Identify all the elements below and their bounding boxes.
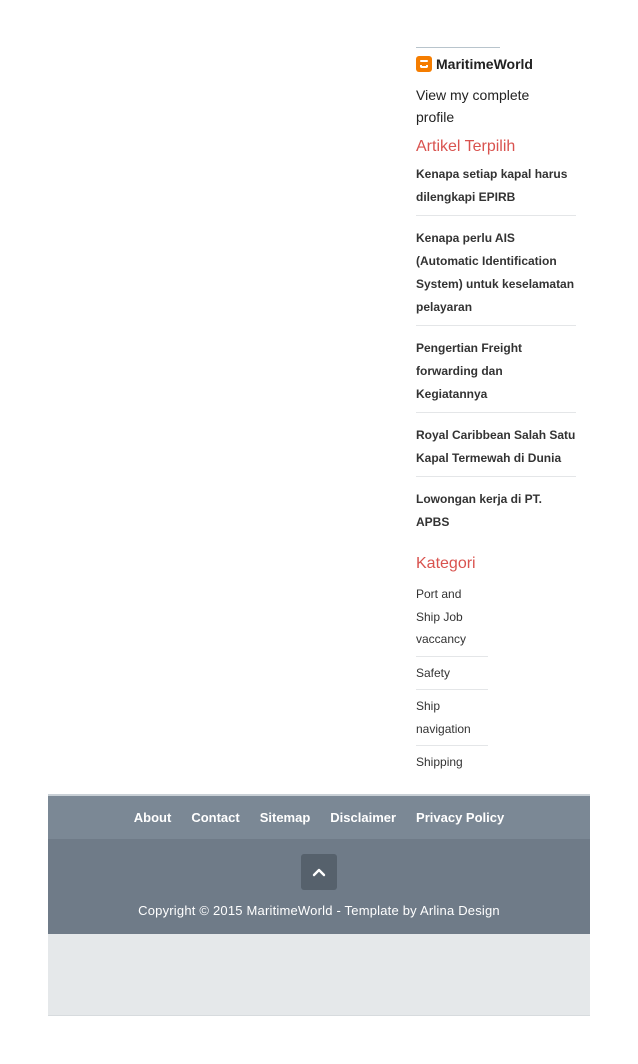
popular-post-link[interactable]: Royal Caribbean Salah Satu Kapal Termewah di Dunia [416, 423, 576, 477]
category-list [416, 583, 488, 784]
profile-name-link[interactable]: MaritimeWorld [436, 56, 533, 72]
footer-link-disclaimer[interactable]: Disclaimer [330, 810, 397, 825]
profile-header [416, 54, 533, 74]
chevron-up-icon [312, 867, 326, 877]
copyright-text: Copyright © 2015 MaritimeWorld - Template by Arlina Design [138, 903, 500, 918]
popular-post-link[interactable]: Kenapa perlu AIS (Automatic Identification System) untuk keselamatan pelayaran [416, 226, 576, 326]
back-to-top-button[interactable] [301, 854, 337, 890]
footer-link-about[interactable]: About [133, 810, 172, 825]
profile-divider [416, 47, 500, 48]
popular-post-link[interactable]: Lowongan kerja di PT. APBS [416, 492, 543, 529]
footer-link-contact[interactable]: Contact [191, 810, 240, 825]
footer-bottom [48, 839, 590, 934]
category-title: Kategori [416, 555, 476, 572]
popular-posts-title: Artikel Terpilih [416, 138, 516, 155]
category-link[interactable]: Port and Ship Job vaccancy [416, 583, 488, 657]
footer-link-privacy-policy[interactable]: Privacy Policy [416, 810, 505, 825]
footer-base [48, 934, 590, 1016]
category-link[interactable]: Safety [416, 662, 488, 691]
category-link[interactable]: Ship navigation [416, 695, 488, 746]
popular-post-link[interactable]: Kenapa setiap kapal harus dilengkapi EPIRB [416, 162, 576, 216]
category-link[interactable]: Shipping [416, 755, 463, 769]
blogger-icon [416, 56, 432, 72]
popular-post-link[interactable]: Pengertian Freight forwarding dan Kegiatannya [416, 336, 576, 413]
view-profile-link[interactable]: View my complete profile [416, 87, 530, 125]
popular-posts-list [416, 162, 576, 550]
footer-nav [48, 794, 590, 839]
footer-link-sitemap[interactable]: Sitemap [259, 810, 311, 825]
